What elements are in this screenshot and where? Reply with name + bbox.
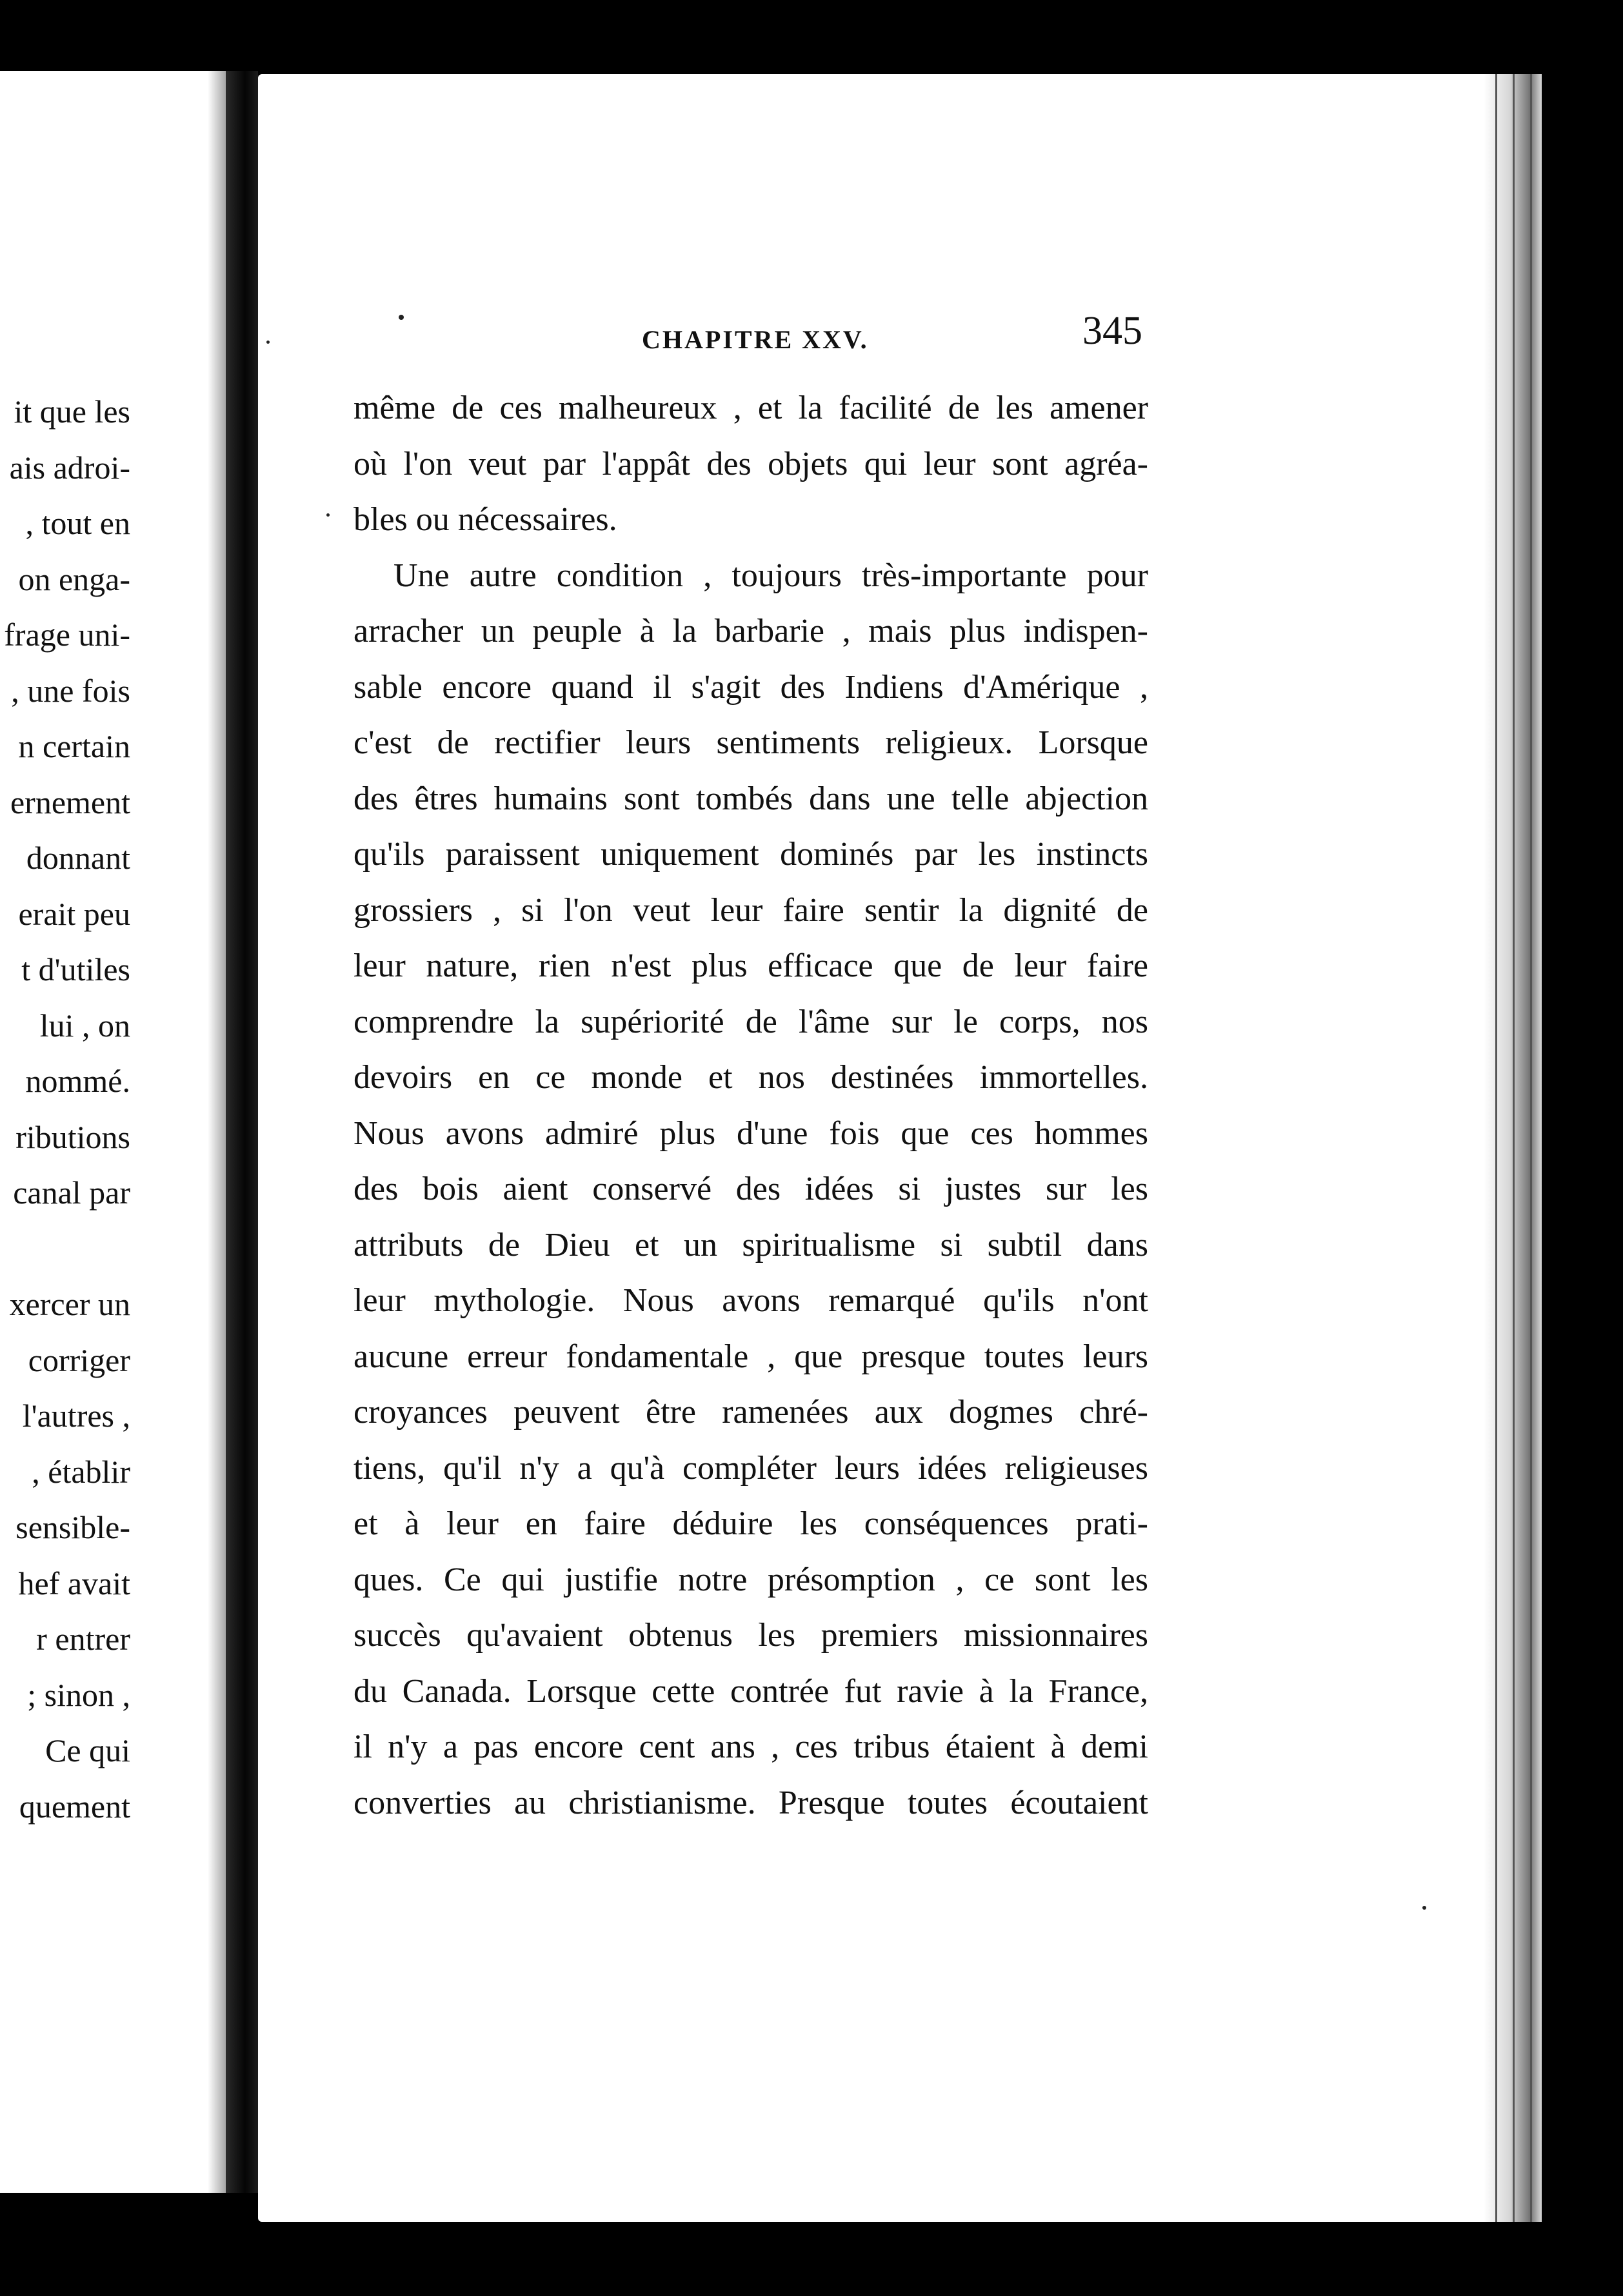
- left-page-line: , tout en: [25, 505, 130, 541]
- page-edge-line: [1513, 74, 1515, 2222]
- left-page-line: canal par: [13, 1174, 130, 1211]
- left-page-line: ernement: [10, 784, 130, 820]
- text-line: Nous avons admiré plus d'une fois que ces hommes: [353, 1114, 1148, 1152]
- left-page-line: r entrer: [36, 1621, 130, 1657]
- text-line: et à leur en faire déduire les conséquences prati-: [353, 1505, 1148, 1542]
- left-page-line: ; sinon ,: [27, 1676, 130, 1713]
- left-page-line: nommé.: [25, 1063, 130, 1099]
- left-page-line: erait peu: [18, 895, 130, 932]
- left-facing-page: [0, 71, 226, 2193]
- left-page-line: l'autres ,: [22, 1398, 130, 1434]
- ink-speck: [266, 341, 270, 344]
- body-text: [353, 381, 1148, 1831]
- text-line: sable encore quand il s'agit des Indiens d'Amérique ,: [353, 668, 1148, 706]
- left-page-line: , établir: [32, 1453, 130, 1490]
- text-line: même de ces malheureux , et la facilité de les amener: [353, 390, 1148, 426]
- ink-speck: [326, 513, 330, 517]
- text-line: succès qu'avaient obtenus les premiers missionnaires: [353, 1617, 1148, 1654]
- page-edge-line: [1530, 74, 1532, 2222]
- text-line: des bois aient conservé des idées si justes sur les: [353, 1171, 1148, 1207]
- left-page-line: quement: [19, 1788, 130, 1825]
- ink-speck: [399, 315, 404, 320]
- text-line: du Canada. Lorsque cette contrée fut ravie à la France,: [353, 1672, 1148, 1710]
- text-line: grossiers , si l'on veut leur faire sentir la dignité de: [353, 891, 1148, 929]
- left-page-line: ributions: [15, 1118, 130, 1155]
- text-line: attributs de Dieu et un spiritualisme si subtil dans: [353, 1226, 1148, 1263]
- text-line: des êtres humains sont tombés dans une telle abjection: [353, 780, 1148, 817]
- text-line: Une autre condition , toujours très-importante pour: [393, 557, 1148, 594]
- left-page-shadow: [208, 71, 226, 2193]
- text-line: leur mythologie. Nous avons remarqué qu'ils n'ont: [353, 1282, 1148, 1319]
- text-line: comprendre la supériorité de l'âme sur le corps, nos: [353, 1003, 1148, 1040]
- left-page-line: t d'utiles: [21, 951, 130, 987]
- left-page-line: sensible-: [15, 1509, 130, 1545]
- left-page-line: donnant: [26, 840, 130, 876]
- text-line: il n'y a pas encore cent ans , ces tribus étaient à demi: [353, 1728, 1148, 1765]
- left-page-line: lui , on: [39, 1007, 130, 1044]
- text-line: c'est de rectifier leurs sentiments religieux. Lorsque: [353, 724, 1148, 761]
- left-page-line: on enga-: [18, 560, 130, 597]
- page-edge-line: [1495, 74, 1497, 2222]
- left-page-line: , une fois: [11, 672, 130, 709]
- text-line: devoirs en ce monde et nos destinées immortelles.: [353, 1059, 1148, 1096]
- ink-speck: [1422, 1906, 1426, 1910]
- text-line: converties au christianisme. Presque toutes écoutaient: [353, 1784, 1148, 1821]
- running-head: CHAPITRE XXV.: [642, 325, 869, 354]
- left-page-line: corriger: [28, 1341, 130, 1378]
- text-line: tiens, qu'il n'y a qu'à compléter leurs idées religieuses: [353, 1449, 1148, 1487]
- left-page-text: [0, 384, 130, 1834]
- left-page-line: hef avait: [18, 1565, 130, 1601]
- text-line: arracher un peuple à la barbarie , mais plus indispen-: [353, 613, 1148, 649]
- text-line: ques. Ce qui justifie notre présomption , ce sont les: [353, 1561, 1148, 1598]
- left-page-line: frage uni-: [4, 617, 130, 653]
- left-page-line: xercer un: [9, 1286, 130, 1322]
- text-line: où l'on veut par l'appât des objets qui leur sont agréa-: [353, 445, 1148, 482]
- text-line: bles ou nécessaires.: [353, 501, 617, 538]
- left-page-line: Ce qui: [45, 1732, 130, 1768]
- left-page-line: n certain: [18, 728, 130, 764]
- page-number: 345: [1082, 309, 1142, 353]
- left-page-line: [0, 1221, 130, 1277]
- text-line: croyances peuvent être ramenées aux dogmes chré-: [353, 1394, 1148, 1430]
- book-gutter: [226, 71, 258, 2193]
- left-page-line: ais adroi-: [9, 449, 130, 486]
- left-page-line: it que les: [14, 393, 130, 430]
- text-line: qu'ils paraissent uniquement dominés par les instincts: [353, 836, 1148, 873]
- text-line: leur nature, rien n'est plus efficace que de leur faire: [353, 947, 1148, 984]
- text-line: aucune erreur fondamentale , que presque toutes leurs: [353, 1338, 1148, 1375]
